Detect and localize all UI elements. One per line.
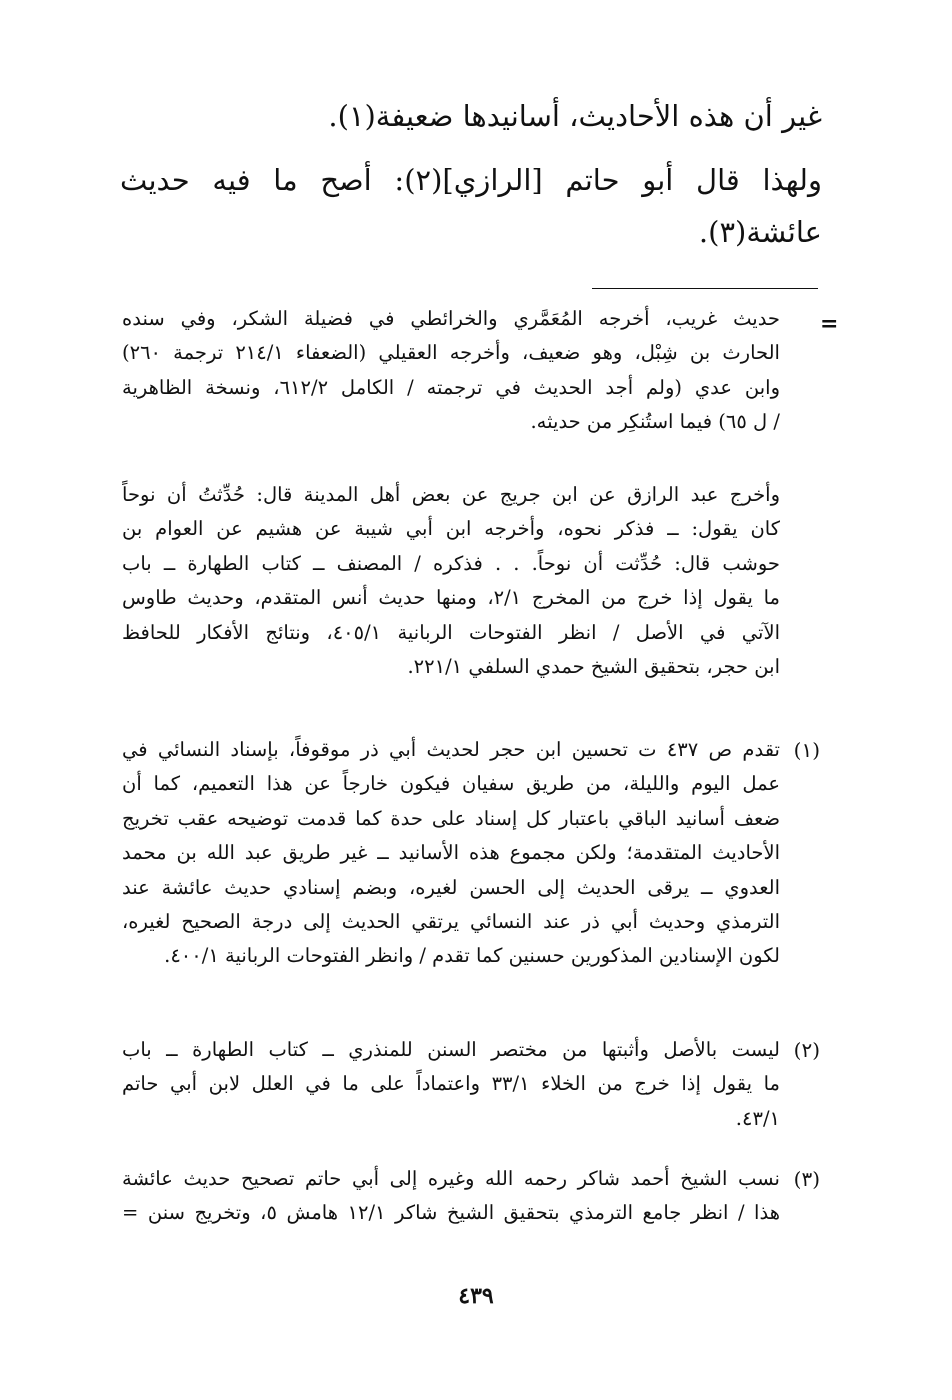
footnote-line: ما يقول إذا خرج من المخرج ٢/١، ومنها حديث أنس المتقدم، وحديث طاوس [122, 586, 780, 610]
footnote-line: الآتي في الأصل / انظر الفتوحات الربانية ٤٠٥/١، ونتائج الأفكار للحافظ [122, 620, 780, 644]
footnote-line: لكون الإسنادين المذكورين حسنين كما تقدم / وانظر الفتوحات الربانية ٤٠٠/١. [164, 944, 780, 968]
footnote-line: ضعف أسانيد الباقي باعتبار كل إسناد على حدة كما قدمت توضيحه عقب تخريج [122, 806, 780, 830]
footnote-line: / ل ٦٥) فيما استُنكِر من حديثه. [530, 410, 780, 434]
footnote-line: نسب الشيخ أحمد شاكر رحمه الله وغيره إلى أبي حاتم تصحيح حديث عائشة [122, 1167, 780, 1190]
footnote-2 [122, 1033, 780, 1136]
main-text-line-2: ولهذا قال أبو حاتم [الرازي](٢): أصح ما فيه حديث [120, 163, 822, 197]
footnote-line: عمل اليوم والليلة، من طريق سفيان فيكون خارجاً عن هذا التعميم، كما أن [122, 772, 780, 796]
continued-footnote-paragraph-1 [122, 302, 780, 440]
footnote-marker-3: (٣) [793, 1167, 820, 1191]
footnote-line: ليست بالأصل وأثبتها من مختصر السنن للمنذري ــ كتاب الطهارة ــ باب [122, 1038, 780, 1061]
continuation-marker: = [820, 311, 839, 337]
footnote-line: ابن حجر، بتحقيق الشيخ حمدي السلفي ٢٢١/١. [407, 654, 780, 678]
footnote-line: تقدم ص ٤٣٧ ت تحسين ابن حجر لحديث أبي ذر موقوفاً، بإسناد النسائي في [122, 738, 780, 761]
main-text-line-3: عائشة(٣). [698, 215, 822, 249]
footnote-marker-2: (٢) [793, 1038, 820, 1062]
footnote-divider [592, 288, 818, 289]
footnote-line: كان يقول: ــ فذكر نحوه، وأخرجه ابن أبي شيبة عن هشيم عن العوام بن [122, 517, 780, 541]
footnote-line: الأحاديث المتقدمة؛ ولكن مجموع هذه الأسانيد ــ غير طريق عبد الله بن محمد [122, 841, 780, 865]
continued-footnote-paragraph-2 [122, 478, 780, 684]
footnote-line: العدوي ــ يرقى الحديث إلى الحسن لغيره، وبضم إسنادي حديث عائشة عند [122, 875, 780, 899]
footnote-line: ما يقول إذا خرج من الخلاء ٣٣/١ واعتماداً على ما في العلل لابن أبي حاتم [122, 1072, 780, 1096]
footnote-line: وابن عدي (ولم أجد الحديث في ترجمته / الكامل ٦١٢/٢، ونسخة الظاهرية [122, 375, 780, 399]
footnote-1 [122, 733, 780, 974]
footnote-marker-1: (١) [793, 738, 820, 762]
main-text-line-1: غير أن هذه الأحاديث، أسانيدها ضعيفة(١). [328, 99, 822, 133]
footnote-line: ٤٣/١. [735, 1106, 780, 1130]
footnote-line: الحارث بن شِبْل، وهو ضعيف، وأخرجه العقيلي (الضعفاء ٢١٤/١ ترجمة ٢٦٠) [122, 341, 780, 365]
footnote-line: هذا / انظر جامع الترمذي بتحقيق الشيخ شاكر ١٢/١ هامش ٥، وتخريج سنن = [122, 1201, 780, 1225]
page-number: ٤٣٩ [458, 1283, 494, 1309]
footnote-line: حوشب قال: حُدِّثت أن نوحاً. . . فذكره / المصنف ــ كتاب الطهارة ــ باب [122, 551, 780, 575]
footnote-3 [122, 1162, 780, 1231]
footnote-line: حديث غريب، أخرجه المُعَمَّري والخرائطي في فضيلة الشكر، وفي سنده [122, 307, 780, 330]
footnote-line: وأخرج عبد الرازق عن ابن جريج عن بعض أهل المدينة قال: حُدِّثتُ أن نوحاً [122, 483, 780, 506]
footnote-line: الترمذي وحديث أبي ذر عند النسائي يرتقي الحديث إلى درجة الصحيح لغيره، [122, 909, 780, 933]
